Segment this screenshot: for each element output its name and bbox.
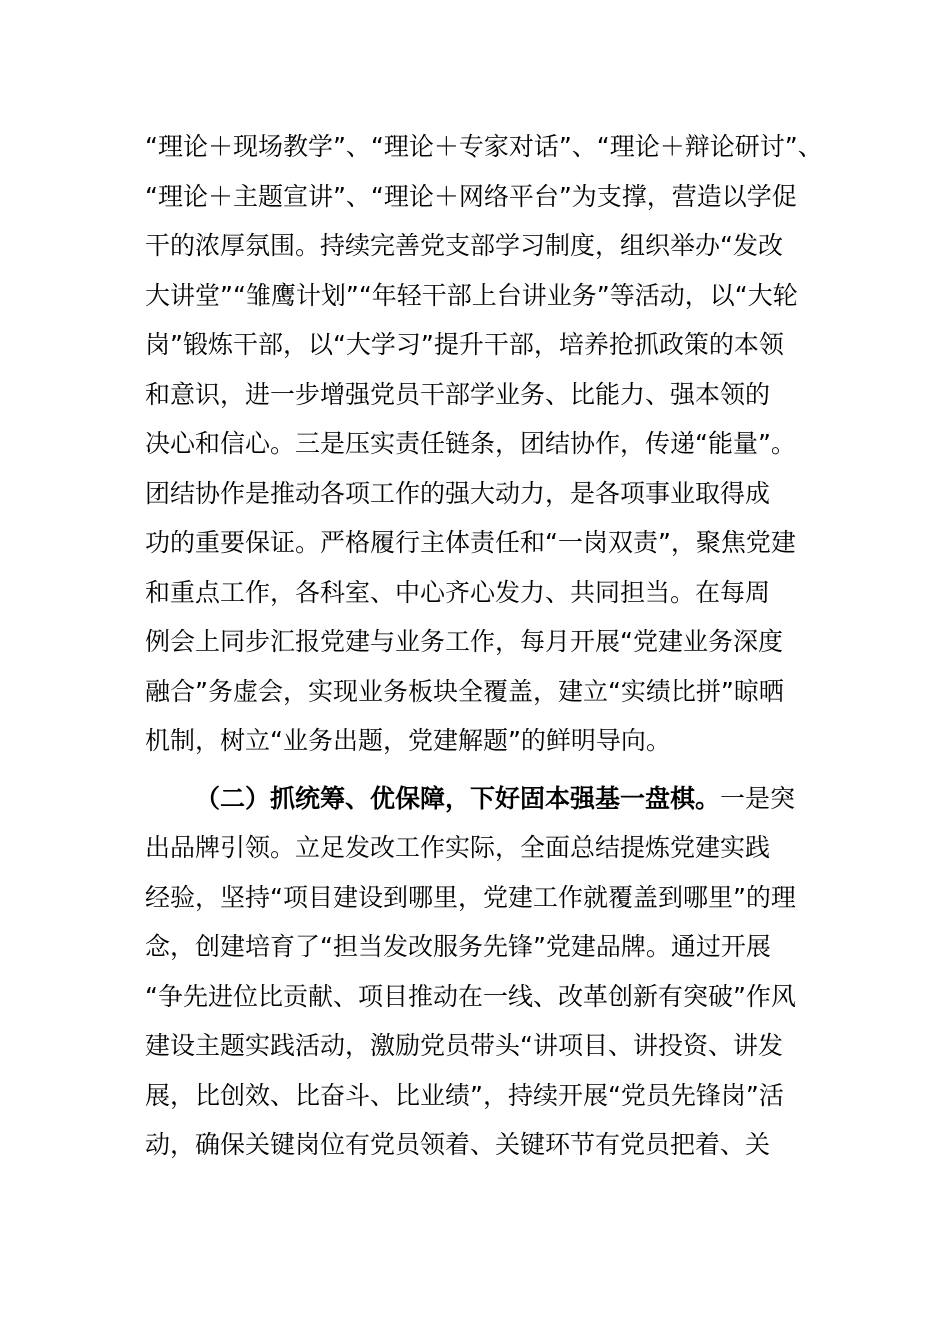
paragraph-line: 建设主题实践活动，激励党员带头“讲项目、讲投资、讲发 [145,1031,783,1060]
paragraph-line: 功的重要保证。严格履行主体责任和“一岗双责”，聚焦党建 [145,528,796,557]
paragraph-line: 经验，坚持“项目建设到哪里，党建工作就覆盖到哪里”的理 [145,882,796,912]
paragraph-line: 岗”锻炼干部，以“大学习”提升干部，培养抢抓政策的本领 [145,330,784,359]
paragraph-line: 动，确保关键岗位有党员领着、关键环节有党员把着、关 [145,1130,771,1159]
paragraph-line: 机制，树立“业务出题，党建解题”的鲜明导向。 [145,726,671,755]
paragraph-line: “争先进位比贡献、项目推动在一线、改革创新有突破”作风 [145,981,796,1011]
paragraph-line: 和重点工作，各科室、中心齐心发力、共同担当。在每周 [145,577,771,607]
paragraph-line: “理论＋主题宣讲”、“理论＋网络平台”为支撑，营造以学促 [145,181,797,211]
paragraph-line: 展，比创效、比奋斗、比业绩”，持续开展“党员先锋岗”活 [145,1080,784,1110]
body-text [145,122,823,1170]
paragraph-line: 干的浓厚氛围。持续完善党支部学习制度，组织举办“发改 [145,231,783,260]
paragraph-line: “理论＋现场教学”、“理论＋专家对话”、“理论＋辩论研讨”、 [145,132,823,161]
section-first-line-text: 一是突 [720,783,796,813]
paragraph-line: 念，创建培育了“担当发改服务先锋”党建品牌。通过开展 [145,932,771,961]
paragraph-line: 大讲堂”“雏鹰计划”“年轻干部上台讲业务”等活动，以“大轮 [145,280,798,310]
paragraph-line: 团结协作是推动各项工作的强大动力，是各项事业取得成 [145,478,771,508]
section-first-line [145,774,807,824]
section-heading: （二）抓统筹、优保障，下好固本强基一盘棋。 [195,783,721,813]
paragraph-line: 出品牌引领。立足发改工作实际，全面总结提炼党建实践 [145,833,771,862]
paragraph-line: 和意识，进一步增强党员干部学业务、比能力、强本领的 [145,379,771,409]
paragraph-line: 决心和信心。三是压实责任链条，团结协作，传递“能量”。 [145,429,796,458]
paragraph-line: 融合”务虚会，实现业务板块全覆盖，建立“实绩比拼”晾晒 [145,676,784,706]
paragraph-line: 例会上同步汇报党建与业务工作，每月开展“党建业务深度 [145,627,783,656]
